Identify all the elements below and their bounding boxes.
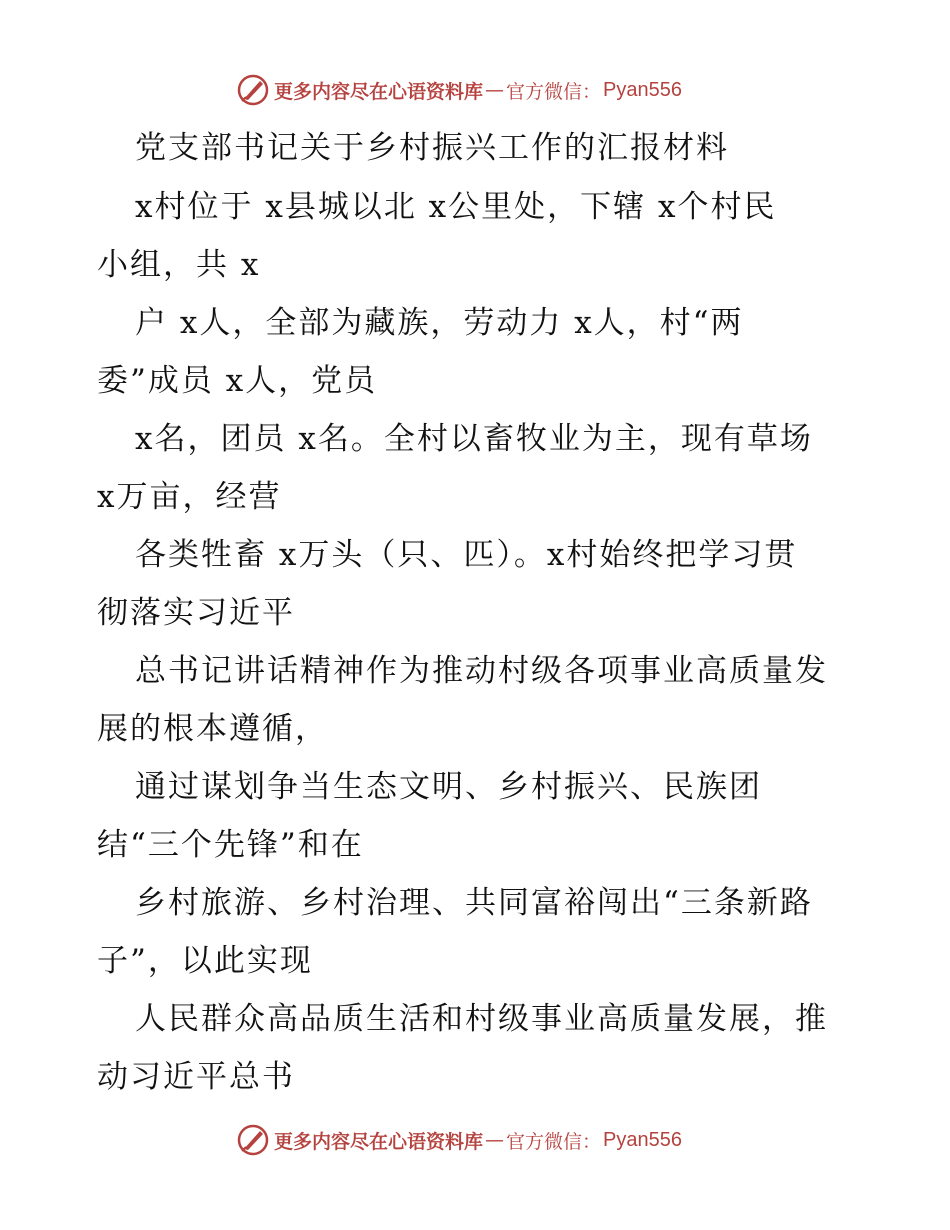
banner-wechat-label: 官方微信：: [506, 80, 602, 103]
paragraph-line: 乡村旅游、乡村治理、共同富裕闯出“三条新路: [135, 885, 813, 921]
paragraph-line: 彻落实习近平: [97, 595, 295, 631]
paragraph-line: x名，团员 x名。全村以畜牧业为主，现有草场: [135, 421, 813, 457]
paragraph-line: 结“三个先锋”和在: [97, 827, 364, 863]
paragraph-line: 人民群众高品质生活和村级事业高质量发展，推: [135, 1001, 828, 1037]
banner-site-text: 更多内容尽在心语资料库: [274, 80, 484, 103]
paragraph-line: x村位于 x县城以北 x公里处，下辖 x个村民: [135, 189, 777, 225]
paragraph-line: 子”，以此实现: [97, 943, 313, 979]
paragraph-line: 委”成员 x人，党员: [97, 363, 378, 399]
paragraph-line: 小组，共 x: [97, 247, 261, 283]
paragraph-line: x万亩，经营: [97, 479, 282, 515]
header-banner: [236, 72, 682, 108]
document-title: 党支部书记关于乡村振兴工作的汇报材料: [135, 130, 729, 166]
quill-logo-icon: [236, 73, 270, 107]
quill-logo-icon: [236, 1123, 270, 1157]
banner-site-text: 更多内容尽在心语资料库: [274, 1130, 484, 1153]
banner-wechat-id: Pyan556: [603, 78, 682, 101]
paragraph-line: 展的根本遵循，: [97, 711, 328, 747]
banner-wechat-label: 官方微信：: [506, 1130, 602, 1153]
paragraph-line: 通过谋划争当生态文明、乡村振兴、民族团: [135, 769, 762, 805]
paragraph-line: 户 x人，全部为藏族，劳动力 x人，村“两: [135, 305, 744, 341]
paragraph-line: 各类牲畜 x万头（只、匹）。x村始终把学习贯: [135, 537, 798, 573]
banner-separator: —: [485, 1129, 505, 1151]
banner-wechat-id: Pyan556: [603, 1128, 682, 1151]
paragraph-line: 总书记讲话精神作为推动村级各项事业高质量发: [135, 653, 828, 689]
paragraph-line: 动习近平总书: [97, 1059, 295, 1095]
footer-banner: [236, 1122, 682, 1158]
banner-separator: —: [485, 79, 505, 101]
